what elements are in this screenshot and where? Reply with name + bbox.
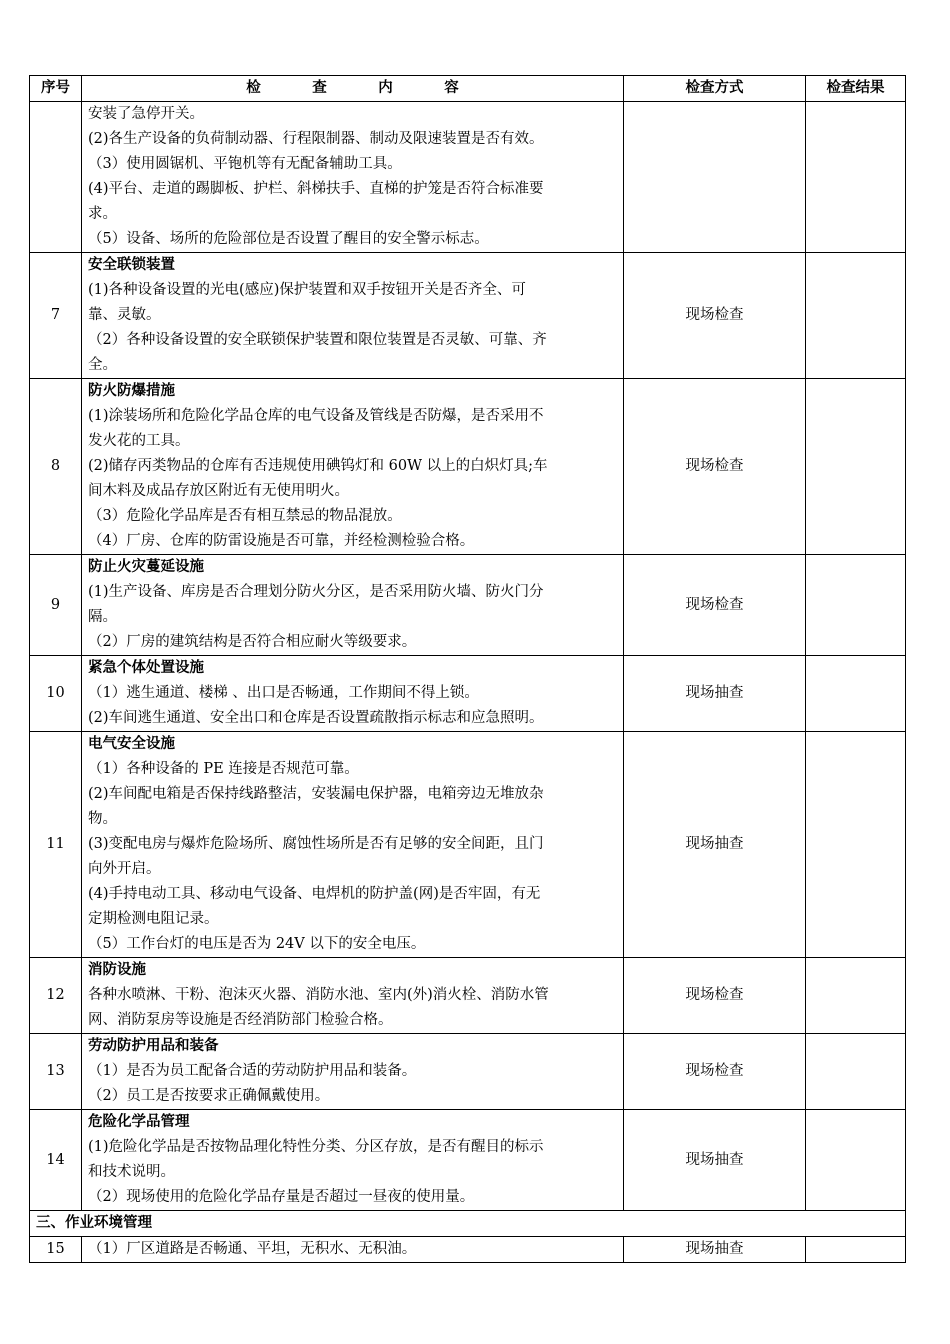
row-line: （1）逃生通道、楼梯 、出口是否畅通，工作期间不得上锁。 [88,685,479,701]
row-number: 9 [30,555,82,656]
row-title: 紧急个体处置设施 [88,660,204,676]
table-row [30,379,906,555]
row-line: （4）厂房、仓库的防雷设施是否可靠，并经检测检验合格。 [88,533,475,549]
row-method: 现场抽查 [624,1237,806,1263]
row-line: (4)手持电动工具、移动电气设备、电焊机的防护盖(网)是否牢固，有无 [88,886,541,902]
row-number: 14 [30,1110,82,1211]
row-result [806,958,906,1034]
table-row [30,732,906,958]
inspection-table [29,75,906,1263]
row-line: （3）危险化学品库是否有相互禁忌的物品混放。 [88,508,402,524]
row-line: 向外开启。 [88,861,161,877]
row-line: (4)平台、走道的踢脚板、护栏、斜梯扶手、直梯的护笼是否符合标准要 [88,181,544,197]
row-number: 13 [30,1034,82,1110]
row-title: 安全联锁装置 [88,257,175,273]
row-result [806,1034,906,1110]
row-line: (2)储存丙类物品的仓库有否违规使用碘钨灯和 60W 以上的白炽灯具;车 [88,458,548,474]
row-line: (1)各种设备设置的光电(感应)保护装置和双手按钮开关是否齐全、可 [88,282,526,298]
row-method: 现场检查 [624,253,806,379]
row-line: （2）员工是否按要求正确佩戴使用。 [88,1088,330,1104]
row-line: （2）现场使用的危险化学品存量是否超过一昼夜的使用量。 [88,1189,475,1205]
row-content [82,253,624,379]
row-line: (2)车间配电箱是否保持线路整洁，安装漏电保护器，电箱旁边无堆放杂 [88,786,544,802]
section-row [30,1211,906,1237]
header-content-char: 内 [378,80,393,96]
row-method: 现场检查 [624,379,806,555]
table-row [30,555,906,656]
row-line: (1)涂装场所和危险化学品仓库的电气设备及管线是否防爆，是否采用不 [88,408,544,424]
row-content [82,958,624,1034]
row-number: 15 [30,1237,82,1263]
row-result [806,732,906,958]
row-content [82,1034,624,1110]
row-line: 物。 [88,811,117,827]
row-title: 劳动防护用品和装备 [88,1038,219,1054]
row-title: 电气安全设施 [88,736,175,752]
table-row [30,253,906,379]
table-row [30,1034,906,1110]
row-method: 现场抽查 [624,732,806,958]
row-number: 8 [30,379,82,555]
header-content-char: 检 [246,80,261,96]
header-result: 检查结果 [806,76,906,102]
row-line: 定期检测电阻记录。 [88,911,219,927]
row-line: （1）厂区道路是否畅通、平坦，无积水、无积油。 [88,1241,417,1257]
row-method: 现场检查 [624,1034,806,1110]
row-line: 安装了急停开关。 [88,106,204,122]
row-line: （5）工作台灯的电压是否为 24V 以下的安全电压。 [88,936,426,952]
row-method: 现场检查 [624,958,806,1034]
row-line: 靠、灵敏。 [88,307,161,323]
row-method: 现场抽查 [624,1110,806,1211]
row-line: 各种水喷淋、干粉、泡沫灭火器、消防水池、室内(外)消火栓、消防水管 [88,987,549,1003]
row-content [82,379,624,555]
table-row [30,1110,906,1211]
row-number [30,102,82,253]
row-number: 11 [30,732,82,958]
row-line: （2）厂房的建筑结构是否符合相应耐火等级要求。 [88,634,417,650]
row-line: 发火花的工具。 [88,433,190,449]
row-title: 防火防爆措施 [88,383,175,399]
row-method [624,102,806,253]
row-result [806,379,906,555]
header-row [30,76,906,102]
header-no: 序号 [30,76,82,102]
row-content [82,102,624,253]
row-title: 危险化学品管理 [88,1114,190,1130]
row-result [806,253,906,379]
row-result [806,656,906,732]
row-title: 防止火灾蔓延设施 [88,559,204,575]
row-line: （1）各种设备的 PE 连接是否规范可靠。 [88,761,359,777]
row-line: 网、消防泵房等设施是否经消防部门检验合格。 [88,1012,393,1028]
header-method: 检查方式 [624,76,806,102]
row-line: (2)各生产设备的负荷制动器、行程限制器、制动及限速装置是否有效。 [88,131,544,147]
row-line: 求。 [88,206,117,222]
row-result [806,1237,906,1263]
table-row [30,958,906,1034]
header-content-char: 查 [312,80,327,96]
row-line: （3）使用圆锯机、平铇机等有无配备辅助工具。 [88,156,402,172]
row-content [82,1237,624,1263]
row-line: (1)危险化学品是否按物品理化特性分类、分区存放，是否有醒目的标示 [88,1139,544,1155]
row-result [806,555,906,656]
table-row [30,1237,906,1263]
row-line: 间木料及成品存放区附近有无使用明火。 [88,483,349,499]
row-content [82,732,624,958]
row-line: (2)车间逃生通道、安全出口和仓库是否设置疏散指示标志和应急照明。 [88,710,544,726]
row-line: 全。 [88,357,117,373]
row-line: （5）设备、场所的危险部位是否设置了醒目的安全警示标志。 [88,231,489,247]
row-result [806,1110,906,1211]
row-title: 消防设施 [88,962,146,978]
row-line: 隔。 [88,609,117,625]
header-content [82,76,624,102]
row-number: 10 [30,656,82,732]
row-content [82,555,624,656]
table-row [30,102,906,253]
row-line: (3)变配电房与爆炸危险场所、腐蚀性场所是否有足够的安全间距，且门 [88,836,544,852]
row-method: 现场抽查 [624,656,806,732]
row-content [82,1110,624,1211]
row-content [82,656,624,732]
row-line: （2）各种设备设置的安全联锁保护装置和限位装置是否灵敏、可靠、齐 [88,332,547,348]
row-number: 7 [30,253,82,379]
row-line: （1）是否为员工配备合适的劳动防护用品和装备。 [88,1063,417,1079]
row-number: 12 [30,958,82,1034]
row-method: 现场检查 [624,555,806,656]
row-result [806,102,906,253]
header-content-char: 容 [444,80,459,96]
table-row [30,656,906,732]
section-title: 三、作业环境管理 [30,1211,906,1237]
row-line: (1)生产设备、库房是否合理划分防火分区，是否采用防火墙、防火门分 [88,584,544,600]
row-line: 和技术说明。 [88,1164,175,1180]
